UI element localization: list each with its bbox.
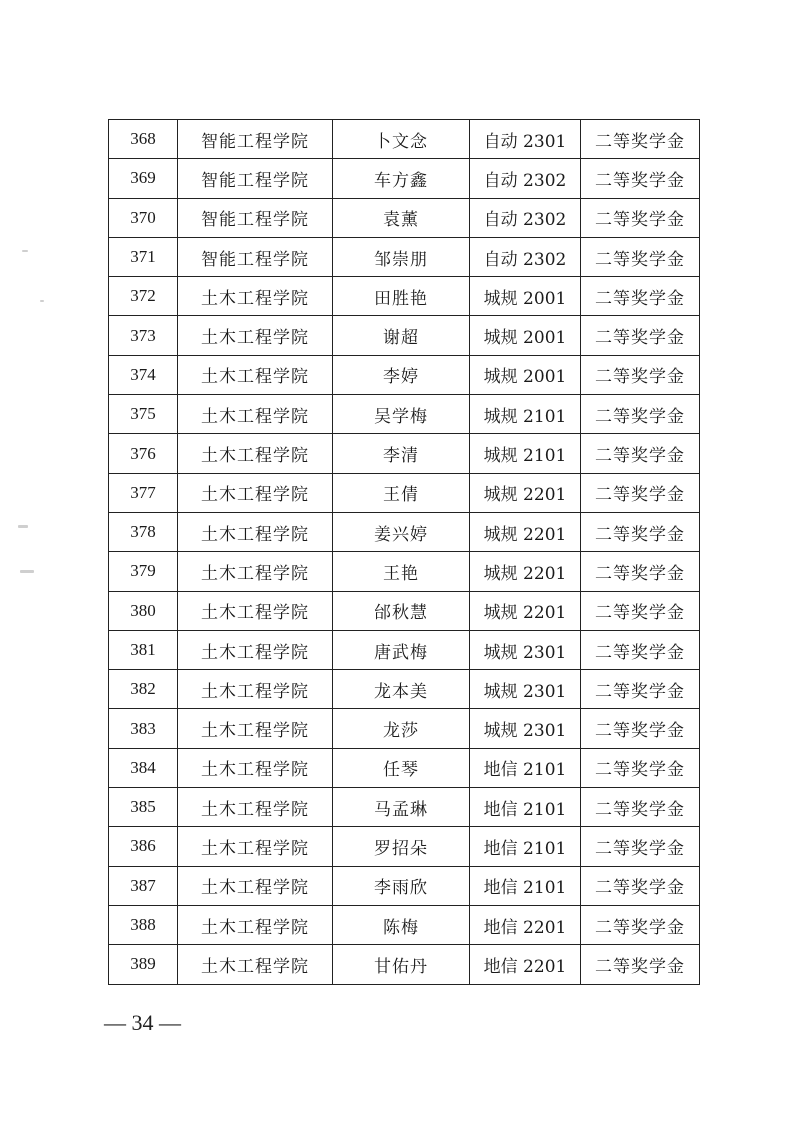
student-name-cell: 吴学梅	[333, 395, 470, 434]
class-name-cell: 城规 2101	[470, 434, 581, 473]
award-level-cell: 二等奖学金	[581, 512, 700, 551]
row-number-cell: 376	[109, 434, 178, 473]
class-name-cell: 城规 2301	[470, 709, 581, 748]
award-level-cell: 二等奖学金	[581, 945, 700, 984]
student-name-cell: 田胜艳	[333, 277, 470, 316]
row-number-cell: 372	[109, 277, 178, 316]
class-name-cell: 地信 2101	[470, 827, 581, 866]
college-name-cell: 土木工程学院	[178, 788, 333, 827]
table-row	[109, 591, 700, 630]
college-name-cell: 土木工程学院	[178, 709, 333, 748]
row-number-cell: 377	[109, 473, 178, 512]
row-number-cell: 379	[109, 552, 178, 591]
row-number-cell: 382	[109, 670, 178, 709]
row-number-cell: 384	[109, 748, 178, 787]
college-name-cell: 土木工程学院	[178, 905, 333, 944]
table-row	[109, 748, 700, 787]
table-row	[109, 788, 700, 827]
student-name-cell: 谢超	[333, 316, 470, 355]
award-level-cell: 二等奖学金	[581, 395, 700, 434]
table-body	[109, 120, 700, 985]
student-name-cell: 罗招朵	[333, 827, 470, 866]
student-name-cell: 李清	[333, 434, 470, 473]
row-number-cell: 380	[109, 591, 178, 630]
class-name-cell: 城规 2101	[470, 395, 581, 434]
table-row	[109, 355, 700, 394]
college-name-cell: 土木工程学院	[178, 945, 333, 984]
student-name-cell: 陈梅	[333, 905, 470, 944]
college-name-cell: 土木工程学院	[178, 434, 333, 473]
table-row	[109, 120, 700, 159]
student-name-cell: 李雨欣	[333, 866, 470, 905]
award-level-cell: 二等奖学金	[581, 434, 700, 473]
table-row	[109, 277, 700, 316]
class-name-cell: 城规 2301	[470, 630, 581, 669]
award-level-cell: 二等奖学金	[581, 159, 700, 198]
class-name-cell: 自动 2302	[470, 159, 581, 198]
table-row	[109, 866, 700, 905]
row-number-cell: 388	[109, 905, 178, 944]
row-number-cell: 371	[109, 237, 178, 276]
class-name-cell: 城规 2301	[470, 670, 581, 709]
student-name-cell: 任琴	[333, 748, 470, 787]
scan-speck	[20, 570, 34, 573]
award-level-cell: 二等奖学金	[581, 630, 700, 669]
class-name-cell: 地信 2101	[470, 748, 581, 787]
class-name-cell: 自动 2302	[470, 237, 581, 276]
table-row	[109, 670, 700, 709]
row-number-cell: 389	[109, 945, 178, 984]
student-name-cell: 邹崇朋	[333, 237, 470, 276]
college-name-cell: 土木工程学院	[178, 277, 333, 316]
row-number-cell: 387	[109, 866, 178, 905]
student-name-cell: 甘佑丹	[333, 945, 470, 984]
row-number-cell: 378	[109, 512, 178, 551]
college-name-cell: 土木工程学院	[178, 355, 333, 394]
class-name-cell: 地信 2101	[470, 866, 581, 905]
student-name-cell: 袁薰	[333, 198, 470, 237]
college-name-cell: 土木工程学院	[178, 866, 333, 905]
college-name-cell: 智能工程学院	[178, 159, 333, 198]
college-name-cell: 智能工程学院	[178, 237, 333, 276]
table-row	[109, 316, 700, 355]
award-level-cell: 二等奖学金	[581, 198, 700, 237]
row-number-cell: 381	[109, 630, 178, 669]
award-level-cell: 二等奖学金	[581, 709, 700, 748]
table-row	[109, 237, 700, 276]
scan-speck	[40, 300, 44, 302]
award-level-cell: 二等奖学金	[581, 316, 700, 355]
award-level-cell: 二等奖学金	[581, 237, 700, 276]
page-number: — 34 —	[104, 1010, 181, 1035]
student-name-cell: 龙莎	[333, 709, 470, 748]
class-name-cell: 城规 2001	[470, 316, 581, 355]
table-row	[109, 552, 700, 591]
student-name-cell: 李婷	[333, 355, 470, 394]
row-number-cell: 370	[109, 198, 178, 237]
college-name-cell: 土木工程学院	[178, 512, 333, 551]
scholarship-award-table	[108, 119, 700, 985]
table-row	[109, 709, 700, 748]
class-name-cell: 城规 2201	[470, 473, 581, 512]
scan-speck	[22, 250, 28, 252]
student-name-cell: 邰秋慧	[333, 591, 470, 630]
college-name-cell: 土木工程学院	[178, 316, 333, 355]
table-row	[109, 159, 700, 198]
award-level-cell: 二等奖学金	[581, 120, 700, 159]
class-name-cell: 城规 2201	[470, 552, 581, 591]
class-name-cell: 自动 2302	[470, 198, 581, 237]
row-number-cell: 386	[109, 827, 178, 866]
college-name-cell: 土木工程学院	[178, 395, 333, 434]
award-level-cell: 二等奖学金	[581, 355, 700, 394]
college-name-cell: 智能工程学院	[178, 198, 333, 237]
table-row	[109, 512, 700, 551]
table-row	[109, 945, 700, 984]
student-name-cell: 姜兴婷	[333, 512, 470, 551]
class-name-cell: 城规 2001	[470, 277, 581, 316]
student-name-cell: 卜文念	[333, 120, 470, 159]
college-name-cell: 土木工程学院	[178, 748, 333, 787]
table-row	[109, 198, 700, 237]
student-name-cell: 王艳	[333, 552, 470, 591]
award-level-cell: 二等奖学金	[581, 552, 700, 591]
award-level-cell: 二等奖学金	[581, 591, 700, 630]
table-row	[109, 473, 700, 512]
student-name-cell: 车方鑫	[333, 159, 470, 198]
table-row	[109, 630, 700, 669]
row-number-cell: 369	[109, 159, 178, 198]
college-name-cell: 土木工程学院	[178, 670, 333, 709]
table-row	[109, 395, 700, 434]
award-level-cell: 二等奖学金	[581, 748, 700, 787]
class-name-cell: 城规 2201	[470, 512, 581, 551]
class-name-cell: 地信 2201	[470, 945, 581, 984]
student-name-cell: 唐武梅	[333, 630, 470, 669]
table-row	[109, 434, 700, 473]
class-name-cell: 地信 2101	[470, 788, 581, 827]
class-name-cell: 城规 2001	[470, 355, 581, 394]
college-name-cell: 土木工程学院	[178, 552, 333, 591]
table-row	[109, 827, 700, 866]
award-level-cell: 二等奖学金	[581, 788, 700, 827]
college-name-cell: 土木工程学院	[178, 473, 333, 512]
student-name-cell: 马孟琳	[333, 788, 470, 827]
award-level-cell: 二等奖学金	[581, 905, 700, 944]
award-level-cell: 二等奖学金	[581, 277, 700, 316]
row-number-cell: 383	[109, 709, 178, 748]
college-name-cell: 土木工程学院	[178, 630, 333, 669]
row-number-cell: 375	[109, 395, 178, 434]
row-number-cell: 368	[109, 120, 178, 159]
class-name-cell: 地信 2201	[470, 905, 581, 944]
student-name-cell: 王倩	[333, 473, 470, 512]
row-number-cell: 374	[109, 355, 178, 394]
class-name-cell: 自动 2301	[470, 120, 581, 159]
college-name-cell: 土木工程学院	[178, 827, 333, 866]
award-level-cell: 二等奖学金	[581, 866, 700, 905]
student-name-cell: 龙本美	[333, 670, 470, 709]
award-level-cell: 二等奖学金	[581, 473, 700, 512]
scan-speck	[18, 525, 28, 528]
table-row	[109, 905, 700, 944]
award-level-cell: 二等奖学金	[581, 670, 700, 709]
row-number-cell: 385	[109, 788, 178, 827]
college-name-cell: 土木工程学院	[178, 591, 333, 630]
award-level-cell: 二等奖学金	[581, 827, 700, 866]
row-number-cell: 373	[109, 316, 178, 355]
college-name-cell: 智能工程学院	[178, 120, 333, 159]
class-name-cell: 城规 2201	[470, 591, 581, 630]
